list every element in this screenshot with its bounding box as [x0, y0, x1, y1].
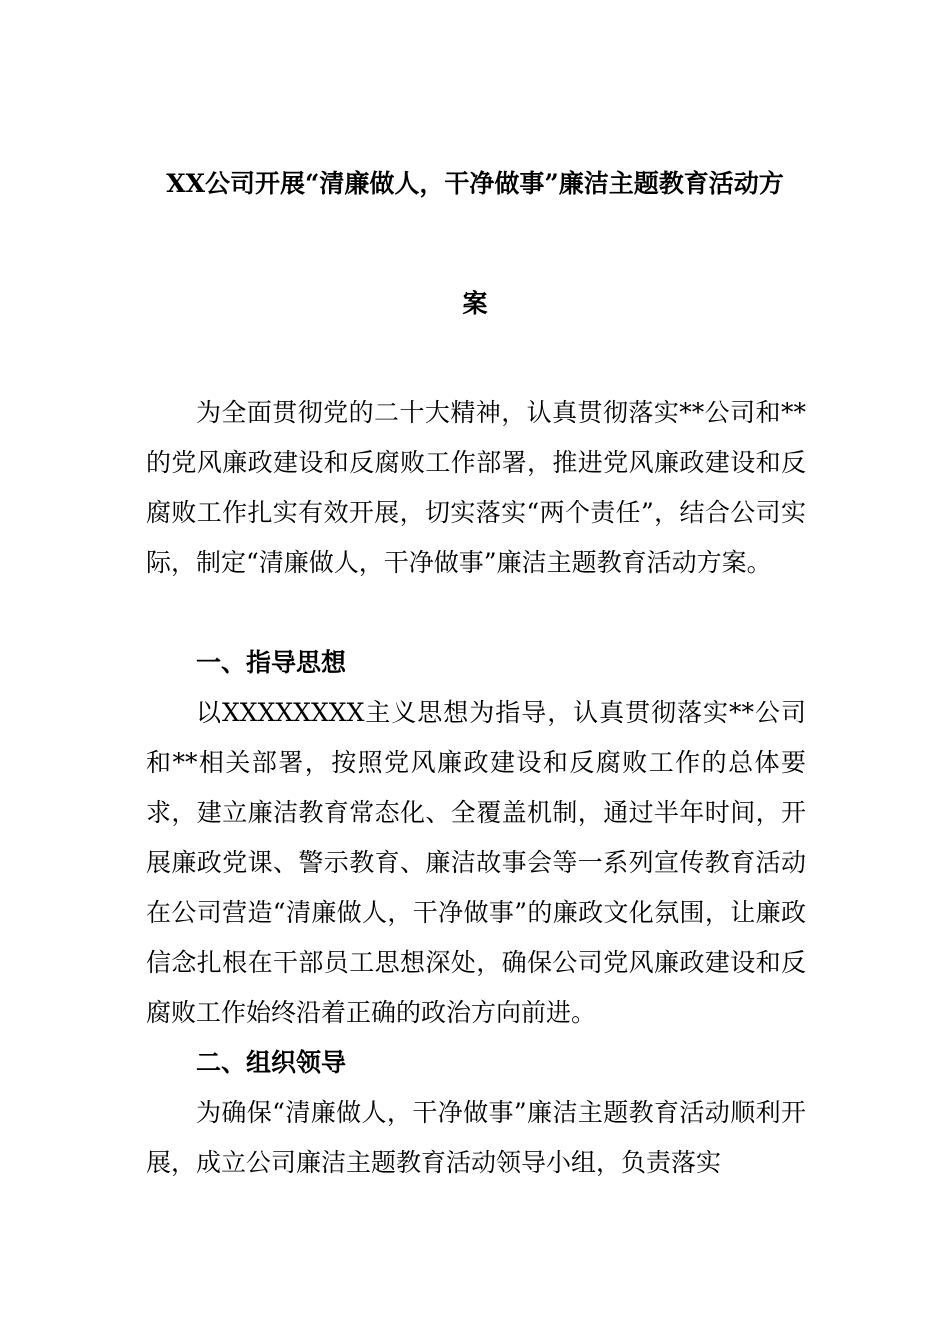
document-title-line-1: XX公司开展“清廉做人，干净做事”廉洁主题教育活动方 — [166, 169, 784, 198]
document-title-line-2: 案 — [462, 289, 488, 318]
section-paragraph-organization-leadership: 为确保“清廉做人，干净做事”廉洁主题教育活动顺利开展，成立公司廉洁主题教育活动领导小组，负责落实 — [146, 1098, 806, 1177]
section-paragraph-guiding-ideology: 以XXXXXXXX主义思想为指导，认真贯彻落实**公司和**相关部署，按照党风廉政建设和反腐败工作的总体要求，建立廉洁教育常态化、全覆盖机制，通过半年时间，开展廉政党课、警示教育、廉洁故事会等一系列宣传教育活动在公司营造“清廉做人，干净做事”的廉政文化氛围，让廉政信念扎根在干部员工思想深处，确保公司党风廉政建设和反腐败工作始终沿着正确的政治方向前进。 — [146, 698, 806, 1027]
intro-paragraph: 为全面贯彻党的二十大精神，认真贯彻落实**公司和**的党风廉政建设和反腐败工作部署，推进党风廉政建设和反腐败工作扎实有效开展，切实落实“两个责任”，结合公司实际，制定“清廉做人，干净做事”廉洁主题教育活动方案。 — [146, 398, 806, 577]
section-heading-organization-leadership: 二、组织领导 — [196, 1048, 347, 1077]
section-heading-guiding-ideology: 一、指导思想 — [196, 648, 347, 677]
